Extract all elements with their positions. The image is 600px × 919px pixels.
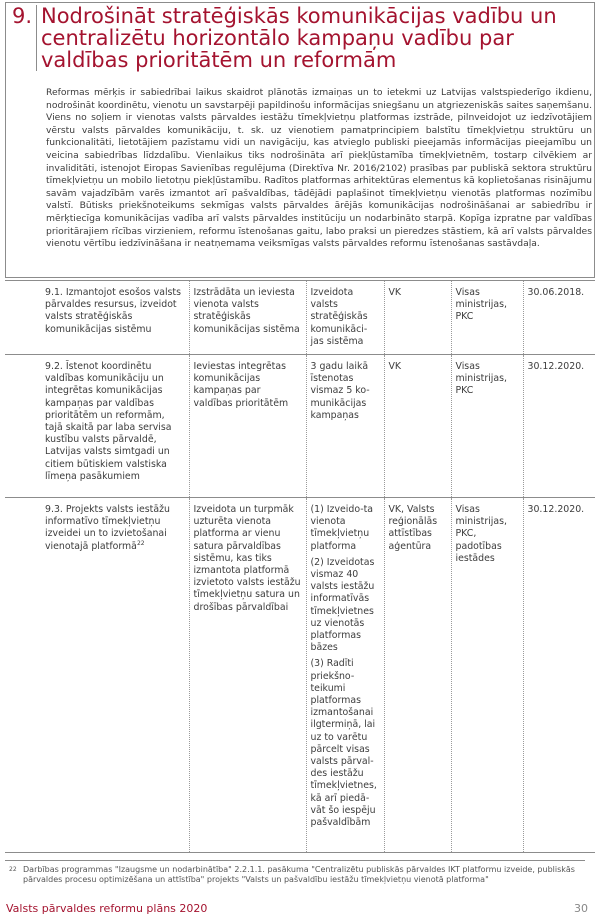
section-description: Reformas mērķis ir sabiedrībai laikus skaidrot plānotās izmaiņas un to ietekmi uz Latvijas valstspiederīgo ikdienu, nodrošināt koordinētu, vienotu un savstarpēji papildinošu informācijas sniegšanu un atgriezeniskās saites saņemšanu. Viens no soļiem ir vienotas valsts pārvaldes iestāžu tīmekļvietņu platformas izstrāde, pilnveidojot uz iedzīvotājiem vērstu valsts pārvaldes komunikāciju, t. sk. uz vienotiem pamatprincipiem balstītu tīmekļvietņu struktūru un funkcionalitāti, lietotājiem pazīstamu vidi un navigāciju, kas atvieglo publiski pieejamās informācijas pieejamību un veicina sabiedrības līdzdalību. Vienlaikus tiks nodrošināta arī piekļūstamība tīmekļvietnēm, tostarp cilvēkiem ar invaliditāti, istenojot Eiropas Savienības regulējuma (Direktīva Nr. 2016/2102) prasības par publiskā sektora struktūru tīmekļvietņu un mobilo lietotņu piekļūstamību. Radītos platformas arhitektūras elementus kā koplietošanas risinājumu savām vajadzībām varēs izmantot arī pašvaldības, tādējādi paplašinot tīmekļvietņu vienotās platformas nozīmību valstī. Būtisks priekšnoteikums sekmīgas valsts pārvaldes ārējās komunikācijas nodrošināšanai ar sabiedrību ir mērķtiecīga komunikācijas vadība arī valsts pārvaldes institūciju un nodarbināto starpā. Kopīga izpratne par valdības prioritārajiem rīcības virzieniem, reformu īstenošanas gaitu, labo praksi un pieredzes stāstiem, kā arī valsts pārvaldes vienotu vērtību iedzīvināšana ir neatņemama veiksmīgas valsts pārvaldes reformu īstenošanas sastāvdaļa. [46, 87, 592, 250]
task-cell: 9.2. Īstenot koordinētu valdības komunikāciju un integrētas komunikācijas kampaņas par valdības prioritātēm un reformām, tajā skaitā par laba servisa kustību valsts pārvaldē, Latvijas valsts simtgadi un citiem būtiskiem valstiska līmeņa pasākumiem [5, 355, 189, 498]
involved-cell: Visas ministrijas, PKC [451, 355, 523, 498]
footer-document-title: Valsts pārvaldes reformu plāns 2020 [6, 902, 208, 915]
responsible-cell: VK [384, 281, 451, 355]
section-number: 9. [12, 4, 33, 28]
involved-cell: Visas ministrijas, PKC [451, 281, 523, 355]
action-cell: Ieviestas integrētas komunikācijas kampaņas par valdības prioritātēm [189, 355, 306, 498]
table-row [5, 498, 595, 853]
deadline-cell: 30.06.2018. [523, 281, 595, 355]
action-cell: Izstrādāta un ieviesta vienota valsts stratēģiskās komunikācijas sistēma [189, 281, 306, 355]
tasks-table [5, 280, 595, 853]
indicator-item: (2) Izveidotas vismaz 40 valsts iestāžu informatīvās tīmekļvietnes uz vienotās platformas bāzes [310, 556, 375, 654]
task-cell: 9.1. Izmantojot esošos valsts pārvaldes resursus, izveidot valsts stratēģiskās komunikācijas sistēmu [5, 281, 189, 355]
task-cell: 9.3. Projekts valsts iestāžu informatīvo tīmekļvietņu izveidei un to izvietošanai vienotajā platformā$^{22}$ [5, 498, 189, 853]
table-row [5, 281, 595, 355]
footnote-number: 22 [9, 866, 17, 873]
page-number: 30 [574, 902, 588, 915]
footnote-text: Darbības programmas "Izaugsme un nodarbinātība" 2.2.1.1. pasākuma "Centralizētu publiskās pārvaldes IKT platformu izveide, publiskās pārvaldes procesu optimizēšana un attīstība" projekts "Valsts un pašvaldību iestāžu tīmekļvietņu vienotā platforma" [23, 865, 575, 884]
indicator-cell: Izveidota valsts stratēģiskās komunikāci-jas sistēma [306, 281, 384, 355]
deadline-cell: 30.12.2020. [523, 498, 595, 853]
indicator-item: (3) Radīti priekšno-teikumi platformas izmantošanai ilgtermiņā, lai uz to varētu pārcelt visas valsts pārval-des iestāžu tīmekļvietnes, kā arī piedā-vāt šo iespēju pašvaldībām [310, 658, 377, 829]
table-row [5, 355, 595, 498]
indicator-cell: 3 gadu laikā īstenotas vismaz 5 ko-munikācijas kampaņas [306, 355, 384, 498]
indicator-item: (1) Izveido-ta vienota tīmekļvietņu platforma [310, 504, 374, 552]
reform-section [5, 2, 595, 278]
responsible-cell: VK, Valsts reģionālās attīstības aģentūra [384, 498, 451, 853]
responsible-cell: VK [384, 355, 451, 498]
indicator-cell [306, 498, 384, 853]
footnote [5, 860, 585, 885]
footnote-ref[interactable]: 22 [136, 539, 145, 547]
action-cell: Izveidota un turpmāk uzturēta vienota platforma ar vienu satura pārvaldības sistēmu, kas tiks izmantota platformā izvietoto valsts iestāžu tīmekļvietņu satura un drošības pārvaldībai [189, 498, 306, 853]
deadline-cell: 30.12.2020. [523, 355, 595, 498]
involved-cell: Visas ministrijas, PKC, padotības iestādes [451, 498, 523, 853]
section-title: Nodrošināt stratēģiskās komunikācijas vadību un centralizētu horizontālo kampaņu vadību par valdības prioritātēm un reformām [36, 5, 588, 71]
